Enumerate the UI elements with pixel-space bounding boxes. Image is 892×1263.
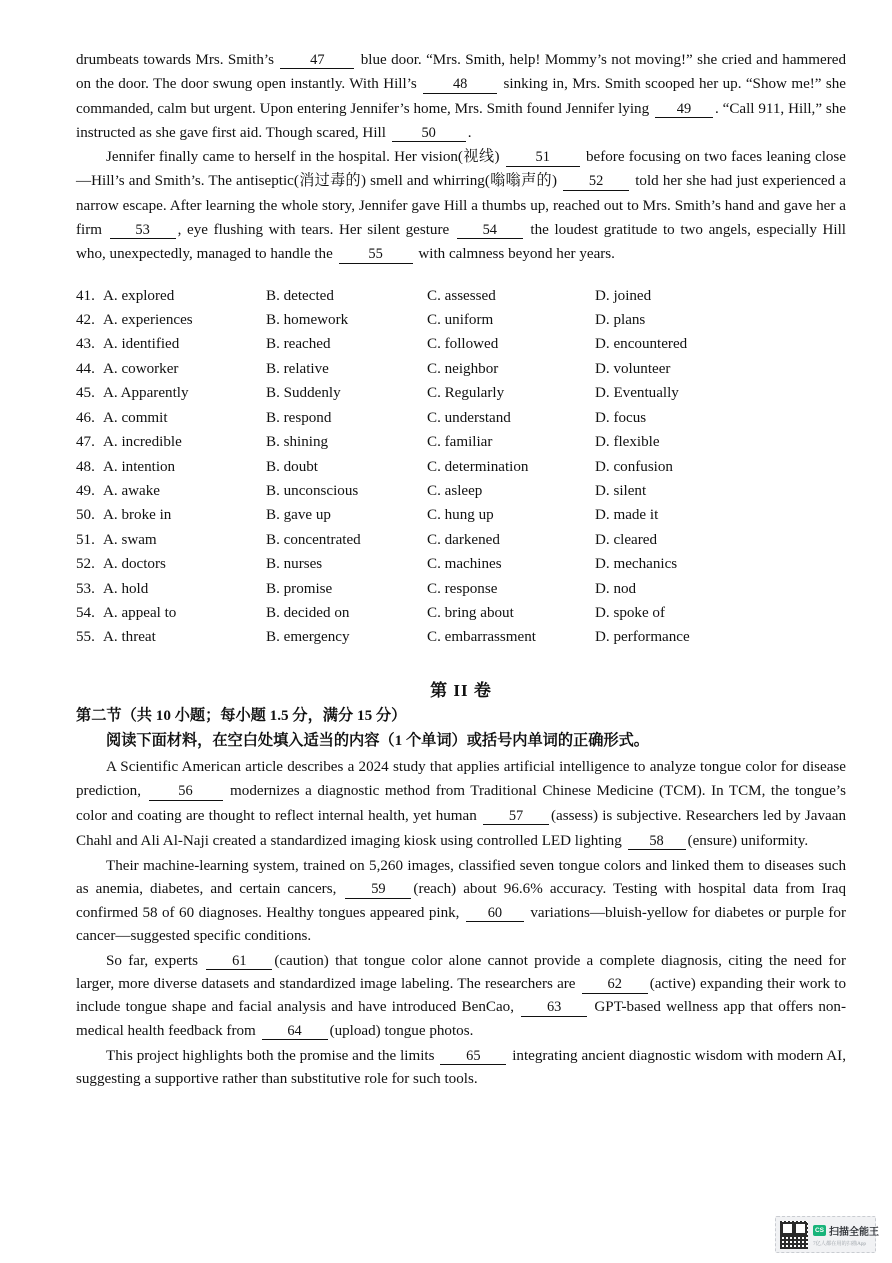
camscanner-logo-icon: CS (814, 1226, 825, 1234)
option-number: 41. (76, 287, 95, 304)
gram-p1-seg4: (ensure) uniformity. (687, 832, 809, 849)
option-choice-d[interactable]: D. focus (595, 409, 647, 426)
option-number: 45. (76, 385, 95, 402)
blank-53[interactable]: 53 (110, 223, 176, 239)
option-choice-a[interactable]: A. swam (103, 531, 157, 548)
option-row (76, 503, 846, 527)
blank-63[interactable]: 63 (521, 1000, 587, 1016)
blank-47[interactable]: 47 (280, 53, 354, 69)
blank-65[interactable]: 65 (440, 1049, 506, 1065)
gram-p3-seg2: (caution) that tongue color alone cannot provide a complete diagnosis, citing the need for larger, more diverse datasets and standardized image labeling. The researchers are (76, 952, 846, 993)
option-choice-c[interactable]: C. embarrassment (427, 629, 536, 646)
option-choice-c[interactable]: C. followed (427, 336, 499, 353)
option-choice-c[interactable]: C. asleep (427, 482, 483, 499)
gram-p3-seg3: (active) expanding their work to include tongue shape and facial analysis and have introduced BenCao, (76, 976, 846, 1016)
option-choice-b[interactable]: B. nurses (266, 556, 323, 573)
blank-58[interactable]: 58 (628, 834, 686, 850)
option-number: 47. (76, 434, 95, 451)
option-number: 50. (76, 507, 95, 524)
section-2-instruction-text: 阅读下面材料，在空白处填入适当的内容（1 个单词）或括号内单词的正确形式。 (106, 731, 649, 749)
blank-60[interactable]: 60 (466, 906, 524, 922)
option-choice-a[interactable]: A. explored (103, 287, 175, 304)
option-number: 54. (76, 604, 95, 621)
blank-64[interactable]: 64 (262, 1024, 328, 1040)
gram-p1-seg2: modernizes a diagnostic method from Traditional Chinese Medicine (TCM). In TCM, the tongue’s color and coating are thought to reflect internal health, yet human (76, 783, 846, 824)
option-choice-c[interactable]: C. neighbor (427, 360, 499, 377)
gram-p4-seg1: This project highlights both the promise and the limits (106, 1047, 435, 1064)
blank-59[interactable]: 59 (345, 882, 411, 898)
option-choice-b[interactable]: B. doubt (266, 458, 318, 475)
option-choice-c[interactable]: C. understand (427, 409, 511, 426)
option-choice-b[interactable]: B. detected (266, 287, 334, 304)
option-choice-a[interactable]: A. incredible (103, 434, 182, 451)
option-number: 46. (76, 409, 95, 426)
option-choice-b[interactable]: B. promise (266, 580, 333, 597)
blank-51[interactable]: 51 (506, 150, 580, 166)
section-2-instruction (76, 728, 846, 753)
option-choice-d[interactable]: D. cleared (595, 531, 658, 548)
cloze-passage-section (76, 48, 846, 267)
option-choice-a[interactable]: A. intention (103, 458, 176, 475)
option-choice-c[interactable]: C. uniform (427, 312, 494, 329)
grammar-paragraph-3 (76, 950, 846, 1043)
option-choice-b[interactable]: B. homework (266, 312, 349, 329)
option-row (76, 601, 846, 625)
qr-code-icon (780, 1221, 808, 1249)
option-row (76, 381, 846, 405)
option-choice-a[interactable]: A. experiences (103, 312, 193, 329)
option-row (76, 528, 846, 552)
option-choice-d[interactable]: D. performance (595, 629, 690, 646)
option-choice-d[interactable]: D. flexible (595, 434, 660, 451)
option-choice-a[interactable]: A. threat (103, 629, 156, 646)
section-2-title: 第 II 卷 (430, 680, 492, 700)
option-number: 51. (76, 531, 95, 548)
option-choice-b[interactable]: B. concentrated (266, 531, 361, 548)
option-choice-d[interactable]: D. confusion (595, 458, 673, 475)
options-list (76, 284, 846, 650)
option-number: 48. (76, 458, 95, 475)
cloze-p2-seg4: , eye flushing with tears. Her silent gesture (177, 222, 450, 239)
option-choice-c[interactable]: C. Regularly (427, 385, 505, 402)
blank-61[interactable]: 61 (206, 954, 272, 970)
cloze-p2-seg6: with calmness beyond her years. (418, 246, 615, 263)
option-row (76, 552, 846, 576)
option-choice-d[interactable]: D. made it (595, 507, 659, 524)
blank-49[interactable]: 49 (655, 102, 713, 118)
option-choice-d[interactable]: D. spoke of (595, 604, 666, 621)
option-choice-a[interactable]: A. broke in (103, 507, 172, 524)
cloze-p2-seg2: before focusing on two faces leaning close—Hill’s and Smith’s. The antiseptic(消过毒的) smell and whirring(嗡嗡声的) (76, 149, 847, 190)
gram-p2-seg1: Their machine-learning system, trained on 5,260 images, classified seven tongue colors and linked them to diseases such as anemia, diabetes, and certain cancers, (76, 858, 846, 898)
option-choice-c[interactable]: C. familiar (427, 434, 493, 451)
grammar-paragraph-1 (76, 755, 846, 853)
option-row (76, 308, 846, 332)
option-choice-c[interactable]: C. response (427, 580, 498, 597)
option-number: 44. (76, 360, 95, 377)
gram-p4-seg2: integrating ancient diagnostic wisdom with modern AI, suggesting a supportive rather than substitutive role for such tools. (76, 1047, 846, 1087)
option-row (76, 284, 846, 308)
cloze-p2-seg3: told her she had just experienced a narrow escape. After learning the whole story, Jennifer gave Hill a thumbs up, reached out to Mrs. Smith’s hand and gave her a firm (76, 173, 846, 239)
option-choice-b[interactable]: B. gave up (266, 507, 331, 524)
grammar-paragraph-2 (76, 855, 846, 948)
option-choice-d[interactable]: D. nod (595, 580, 637, 597)
option-choice-a[interactable]: A. coworker (103, 360, 179, 377)
grammar-paragraph-4 (76, 1045, 846, 1091)
option-row (76, 332, 846, 356)
option-choice-b[interactable]: B. decided on (266, 604, 350, 621)
cloze-p1-seg5: . (467, 124, 472, 141)
gram-p3-seg4: GPT-based wellness app that offers non-medical health feedback from (76, 999, 846, 1039)
option-choice-a[interactable]: A. appeal to (103, 604, 177, 621)
blank-54[interactable]: 54 (457, 223, 523, 239)
cloze-p1-seg1: drumbeats towards Mrs. Smith’s (76, 52, 274, 68)
blank-52[interactable]: 52 (563, 174, 629, 190)
option-choice-b[interactable]: B. reached (266, 336, 331, 353)
cloze-paragraph-1 (76, 48, 846, 145)
option-choice-a[interactable]: A. Apparently (103, 385, 189, 402)
grammar-passage-section (76, 755, 846, 1091)
option-number: 52. (76, 556, 95, 573)
cloze-p1-seg3: sinking in, Mrs. Smith scooped her up. “Show me!” she commanded, calm but urgent. Upon entering Jennifer’s home, Mrs. Smith found Jennifer lying (76, 76, 846, 117)
option-row (76, 357, 846, 381)
blank-48[interactable]: 48 (423, 77, 497, 93)
option-choice-a[interactable]: A. commit (103, 409, 168, 426)
option-choice-d[interactable]: D. encountered (595, 336, 688, 353)
option-choice-c[interactable]: C. machines (427, 556, 502, 573)
cloze-paragraph-2 (76, 145, 846, 266)
option-choice-b[interactable]: B. respond (266, 409, 332, 426)
option-choice-b[interactable]: B. Suddenly (266, 385, 341, 402)
option-choice-b[interactable]: B. unconscious (266, 482, 359, 499)
blank-62[interactable]: 62 (582, 977, 648, 993)
option-choice-d[interactable]: D. volunteer (595, 360, 671, 377)
cloze-p2-seg5: the loudest gratitude to two angels, especially Hill who, unexpectedly, managed to handle the (76, 222, 846, 263)
option-number: 49. (76, 482, 95, 499)
cloze-p1-seg2: blue door. “Mrs. Smith, help! Mommy’s not moving!” she cried and hammered on the door. The door swung open instantly. With Hill’s (76, 52, 846, 93)
option-number: 55. (76, 629, 95, 646)
option-choice-a[interactable]: A. hold (103, 580, 149, 597)
option-row (76, 406, 846, 430)
option-choice-d[interactable]: D. joined (595, 287, 652, 304)
gram-p3-seg5: (upload) tongue photos. (329, 1022, 474, 1039)
option-row (76, 430, 846, 454)
gram-p3-seg1: So far, experts (106, 952, 199, 969)
option-choice-c[interactable]: C. assessed (427, 287, 496, 304)
gram-p1-seg3: (assess) is subjective. Researchers led by Javaan Chahl and Ali Al-Naji created a standardized imaging kiosk using controlled LED lighting (76, 807, 846, 849)
option-choice-a[interactable]: A. awake (103, 482, 160, 499)
option-choice-a[interactable]: A. identified (103, 336, 180, 353)
watermark-subtitle: 7亿人都在用的扫描App (813, 1240, 867, 1247)
option-choice-d[interactable]: D. silent (595, 482, 647, 499)
option-row (76, 455, 846, 479)
watermark-title-row (813, 1223, 879, 1238)
option-choice-d[interactable]: D. plans (595, 312, 646, 329)
option-row (76, 625, 846, 649)
option-number: 43. (76, 336, 95, 353)
option-choice-b[interactable]: B. relative (266, 360, 329, 377)
gram-p2-seg3: variations—bluish-yellow for diabetes or purple for cancer—suggested specific conditions. (76, 904, 846, 944)
option-choice-c[interactable]: C. darkened (427, 531, 500, 548)
section-2-heading: 第二节（共 10 小题；每小题 1.5 分，满分 15 分） (76, 706, 407, 724)
option-choice-c[interactable]: C. bring about (427, 604, 514, 621)
option-row (76, 479, 846, 503)
cloze-p2-seg1: Jennifer finally came to herself in the hospital. Her vision(视线) (106, 149, 500, 166)
option-choice-c[interactable]: C. hung up (427, 507, 494, 524)
gram-p2-seg2: (reach) about 96.6% accuracy. Testing with hospital data from Iraq confirmed 58 of 60 diagnoses. Healthy tongues appeared pink, (76, 881, 847, 921)
blank-50[interactable]: 50 (392, 126, 466, 142)
camscanner-watermark (775, 1216, 879, 1253)
option-number: 53. (76, 580, 95, 597)
option-choice-d[interactable]: D. Eventually (595, 385, 679, 402)
option-number: 42. (76, 312, 95, 329)
option-choice-c[interactable]: C. determination (427, 458, 529, 475)
option-row (76, 577, 846, 601)
option-choice-d[interactable]: D. mechanics (595, 556, 678, 573)
watermark-title: 扫描全能王 (829, 1226, 879, 1238)
cloze-p1-seg4: . “Call 911, Hill,” she instructed as she gave first aid. Though scared, Hill (76, 100, 847, 141)
blank-56[interactable]: 56 (149, 784, 223, 800)
option-choice-a[interactable]: A. doctors (103, 556, 166, 573)
blank-55[interactable]: 55 (339, 247, 413, 263)
gram-p1-seg1: A Scientific American article describes a 2024 study that applies artificial intelligence to analyze tongue color for disease prediction, (76, 758, 846, 800)
blank-57[interactable]: 57 (483, 809, 549, 825)
option-choice-b[interactable]: B. emergency (266, 629, 350, 646)
option-choice-b[interactable]: B. shining (266, 434, 329, 451)
watermark-text-block (813, 1223, 879, 1247)
